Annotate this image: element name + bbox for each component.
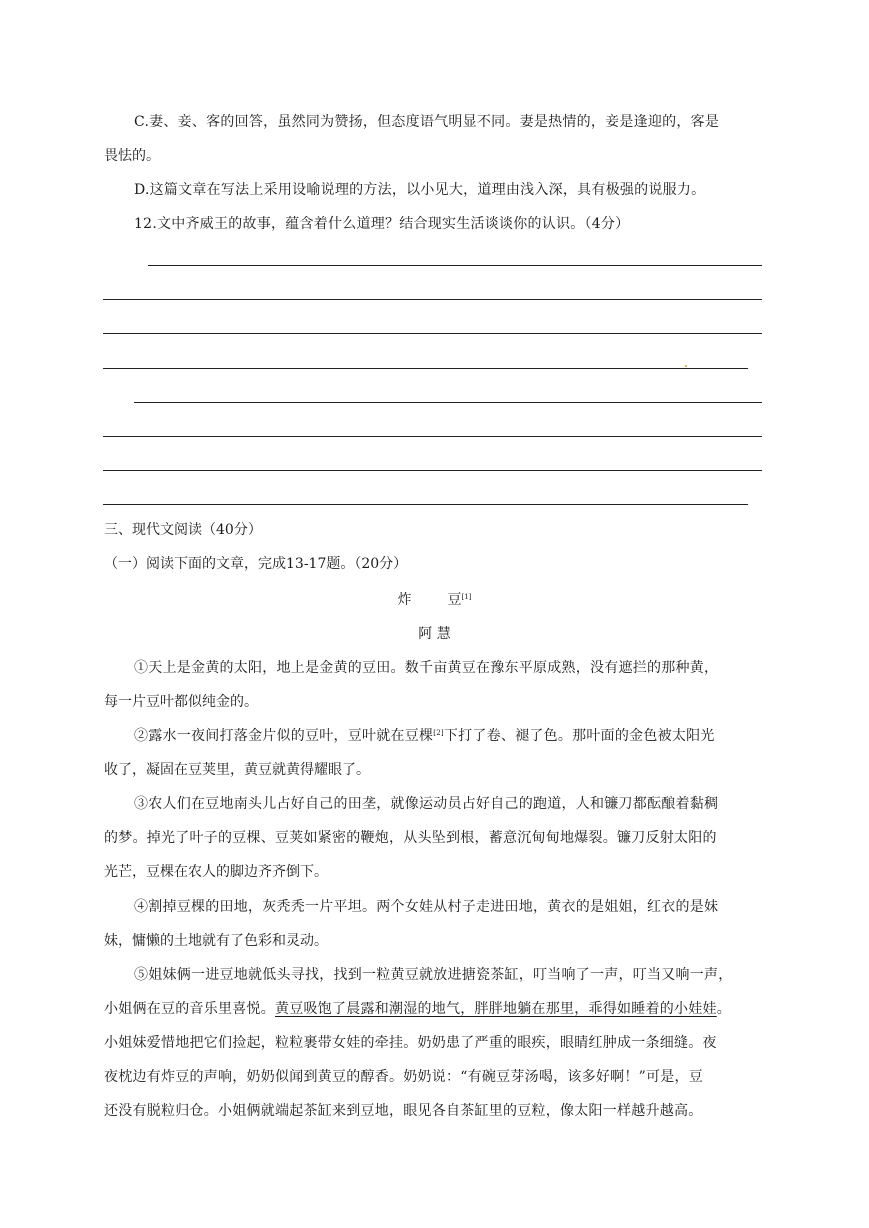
question-c-line-1: C.妻、妾、客的回答，虽然同为赞扬，但态度语气明显不同。妻是热情的，妾是逢迎的，客是 [134, 114, 720, 130]
paragraph-5-text: 。 [716, 1001, 731, 1017]
paragraph-1-line: ①天上是金黄的太阳，地上是金黄的豆田。数千亩黄豆在豫东平原成熟，没有遮拦的那种黄， [134, 660, 719, 676]
article-title-footnote: [1] [461, 593, 472, 601]
paragraph-5-line: 还没有脱粒归仓。小姐俩就端起茶缸来到豆地，眼见各自茶缸里的豆粒，像太阳一样越升越高。 [104, 1103, 703, 1119]
paragraph-1-line: 每一片豆叶都似纯金的。 [104, 694, 258, 710]
paragraph-2-footnote: [2] [433, 729, 444, 737]
paragraph-4-line: 妹，慵懒的土地就有了色彩和灵动。 [104, 933, 328, 949]
question-12-prompt: 12.文中齐威王的故事，蕴含着什么道理？结合现实生活谈谈你的认识。（4分） [134, 216, 630, 232]
answer-line [103, 470, 762, 471]
article-title-char-2: 豆 [447, 592, 462, 608]
answer-line [103, 368, 748, 369]
paragraph-3-line: ③农人们在豆地南头儿占好自己的田垄，就像运动员占好自己的跑道，人和镰刀都酝酿着黏稠 [134, 796, 719, 812]
part-1-instruction: （一）阅读下面的文章，完成13-17题。（20分） [104, 556, 408, 572]
paragraph-5-text: 小姐俩在豆的音乐里喜悦。 [104, 1001, 275, 1017]
paragraph-2-text: 下打了卷、褪了色。那叶面的金色被太阳光 [443, 728, 715, 744]
answer-line [103, 504, 748, 505]
answer-line [134, 402, 762, 403]
paragraph-3-line: 的梦。掉光了叶子的豆棵、豆荚如紧密的鞭炮，从头坠到根，蓄意沉甸甸地爆裂。镰刀反射太阳的 [104, 830, 717, 846]
answer-line [103, 333, 762, 334]
answer-line [103, 299, 762, 300]
paragraph-4-line: ④割掉豆棵的田地，灰秃秃一片平坦。两个女娃从村子走进田地，黄衣的是姐姐，红衣的是妹 [134, 899, 719, 915]
article-title-char-1: 炸 [397, 592, 412, 608]
article-author: 阿 慧 [418, 626, 451, 642]
paragraph-5-line: ⑤姐妹俩一进豆地就低头寻找，找到一粒黄豆就放进搪瓷茶缸，叮当响了一声，叮当又响一声， [134, 967, 733, 983]
paragraph-5-line [104, 999, 731, 1019]
underlined-sentence: 黄豆吸饱了晨露和潮湿的地气，胖胖地躺在那里，乖得如睡着的小娃娃 [275, 1001, 717, 1017]
question-c-line-2: 畏怯的。 [104, 148, 160, 164]
paragraph-2-text: ②露水一夜间打落金片似的豆叶，豆叶就在豆棵 [134, 728, 434, 744]
article-title [0, 590, 869, 610]
paragraph-5-line: 夜枕边有炸豆的声响，奶奶似闻到黄豆的醇香。奶奶说：“有碗豆芽汤喝，该多好啊！”可是，豆 [104, 1069, 704, 1085]
answer-line [148, 265, 762, 266]
answer-line [103, 436, 762, 437]
paragraph-2-line: 收了，凝固在豆荚里，黄豆就黄得耀眼了。 [104, 762, 370, 778]
paragraph-5-line: 小姐妹爱惜地把它们捡起，粒粒裹带女娃的牵挂。奶奶患了严重的眼疾，眼睛红肿成一条细缝。夜 [104, 1035, 717, 1051]
section-3-heading: 三、现代文阅读（40分） [104, 522, 262, 538]
paragraph-2-line [134, 726, 715, 746]
question-d-option: D.这篇文章在写法上采用设喻说理的方法，以小见大，道理由浅入深，具有极强的说服力。 [134, 182, 706, 198]
stray-mark [685, 365, 687, 367]
paragraph-3-line: 光芒，豆棵在农人的脚边齐齐倒下。 [104, 864, 328, 880]
